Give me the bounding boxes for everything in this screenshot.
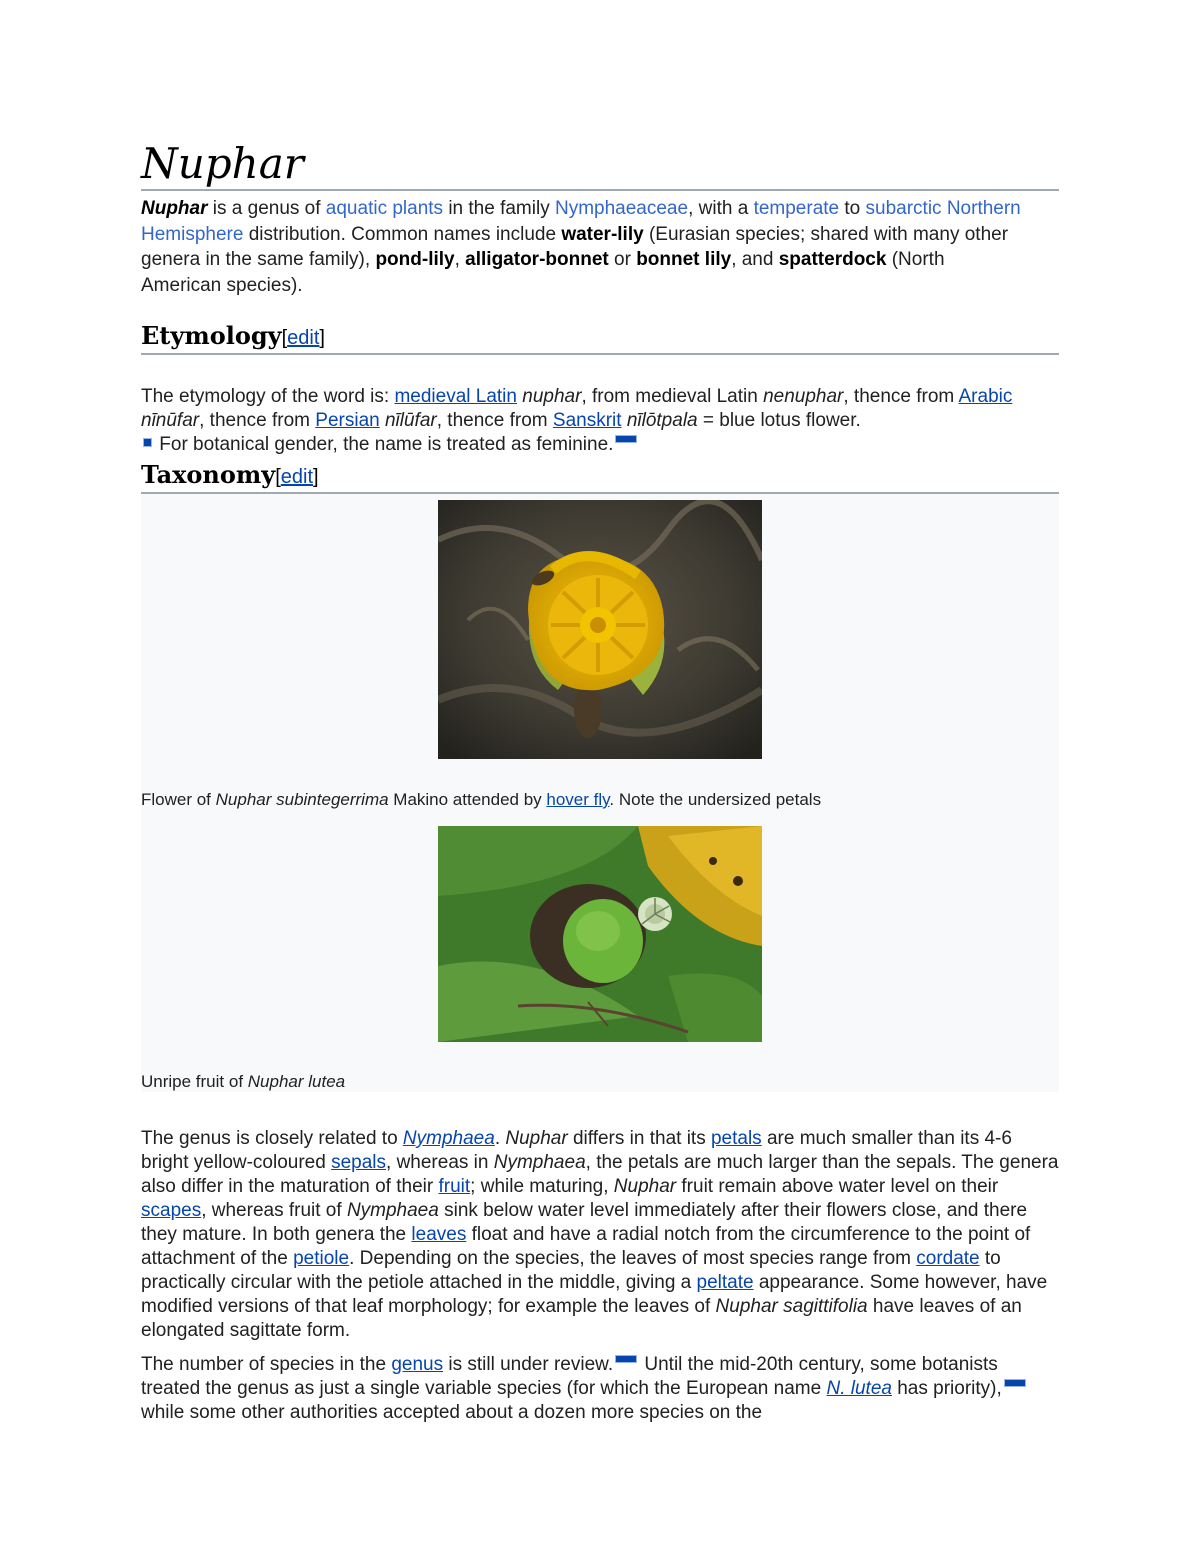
- intro-term: Nuphar: [141, 198, 208, 219]
- reference-marker[interactable]: [614, 434, 638, 444]
- flower-photo[interactable]: [438, 500, 762, 759]
- link-sanskrit[interactable]: Sanskrit: [552, 410, 622, 431]
- link-n-lutea[interactable]: N. lutea: [826, 1378, 892, 1399]
- link-sepals[interactable]: sepals: [331, 1152, 387, 1173]
- link-leaves[interactable]: leaves: [411, 1224, 467, 1245]
- link-scapes[interactable]: scapes: [141, 1200, 202, 1221]
- taxonomy-paragraph-2: The number of species in the genus is still under review. Until the mid-20th century, some botanists treated the genus as just a single variable species (for which the European name N. lutea has priority), while some other authorities accepted about a dozen more species on the: [141, 1353, 1059, 1425]
- link-arabic[interactable]: Arabic: [958, 386, 1013, 407]
- link-aquatic-plants[interactable]: aquatic plants: [325, 198, 444, 219]
- link-nymphaeaceae[interactable]: Nymphaeaceae: [554, 198, 689, 219]
- link-peltate[interactable]: peltate: [696, 1272, 754, 1293]
- link-temperate[interactable]: temperate: [753, 198, 840, 219]
- link-petiole[interactable]: petiole: [293, 1248, 350, 1269]
- caption-flower: Flower of Nuphar subintegerrima Makino attended by hover fly. Note the undersized petals: [141, 790, 822, 809]
- section-heading-etymology: Etymology[edit]: [141, 320, 1059, 355]
- edit-link-etymology[interactable]: edit: [287, 327, 320, 349]
- section-heading-taxonomy: Taxonomy[edit]: [141, 459, 1059, 494]
- link-fruit[interactable]: fruit: [438, 1176, 471, 1197]
- edit-link-taxonomy[interactable]: edit: [280, 466, 314, 488]
- link-genus[interactable]: genus: [391, 1354, 444, 1375]
- fruit-photo[interactable]: [438, 826, 762, 1042]
- link-petals[interactable]: petals: [710, 1128, 762, 1149]
- link-cordate[interactable]: cordate: [916, 1248, 980, 1269]
- reference-marker[interactable]: [1003, 1378, 1027, 1388]
- reference-marker[interactable]: [614, 1354, 638, 1364]
- link-persian[interactable]: Persian: [315, 410, 380, 431]
- etymology-paragraph: The etymology of the word is: medieval Latin nuphar, from medieval Latin nenuphar, thence from Arabic nīnūfar, thence from Persian nīlūfar, thence from Sanskrit nīlōtpala = blue lotus flower. For botanical gender, the name is treated as feminine.: [141, 386, 1013, 455]
- intro-paragraph: Nuphar is a genus of aquatic plants in the family Nymphaeaceae, with a temperate to subarctic Northern Hemisphere distribution. Common names include water-lily (Eurasian species; shared with many other genera in the same family), pond-lily, alligator-bonnet or bonnet lily, and spatterdock (North American species).: [141, 198, 1021, 296]
- link-medieval-latin[interactable]: medieval Latin: [394, 386, 517, 407]
- link-hover-fly[interactable]: hover fly: [546, 790, 610, 809]
- page-title: Nuphar: [141, 138, 1059, 191]
- link-northern-hemisphere[interactable]: Northern Hemisphere: [141, 198, 1021, 245]
- citation-icon[interactable]: [142, 437, 153, 448]
- taxonomy-paragraph-1: The genus is closely related to Nymphaea. Nuphar differs in that its petals are much smaller than its 4-6 bright yellow-coloured sepals, whereas in Nymphaea, the petals are much larger than the sepals. The genera also differ in the maturation of their fruit; while maturing, Nuphar fruit remain above water level on their scapes, whereas fruit of Nymphaea sink below water level immediately after their flowers close, and there they mature. In both genera the leaves float and have a radial notch from the circumference to the point of attachment of the petiole. Depending on the species, the leaves of most species range from cordate to practically circular with the petiole attached in the middle, giving a peltate appearance. Some however, have modified versions of that leaf morphology; for example the leaves of Nuphar sagittifolia have leaves of an elongated sagittate form.: [141, 1128, 1059, 1341]
- link-nymphaea[interactable]: Nymphaea: [402, 1128, 495, 1149]
- image-gallery: [141, 494, 1059, 1092]
- caption-fruit: Unripe fruit of Nuphar lutea: [141, 1072, 346, 1091]
- link-subarctic[interactable]: subarctic: [865, 198, 942, 219]
